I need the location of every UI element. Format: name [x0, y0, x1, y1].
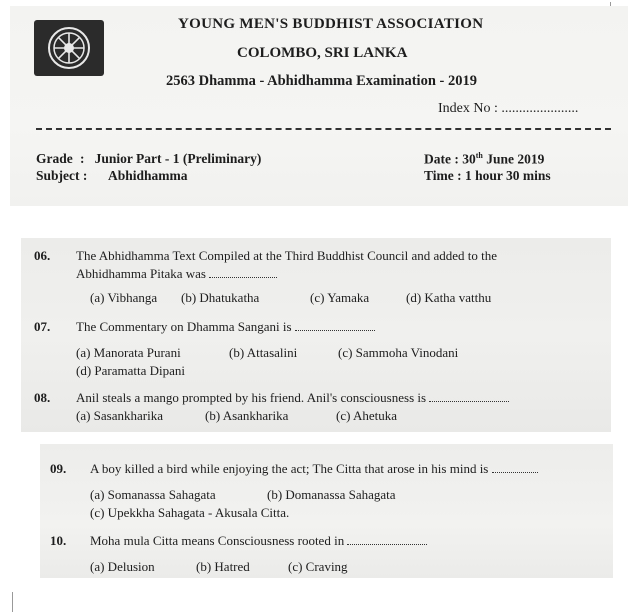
subject-label: Subject :	[36, 168, 88, 183]
question-10-number: 10.	[50, 533, 67, 548]
question-09-text-content: A boy killed a bird while enjoying the act; The Citta that arose in his mind is	[90, 461, 489, 476]
exam-date	[424, 151, 544, 168]
question-08-text-content: Anil steals a mango prompted by his friend. Anil's consciousness is	[76, 390, 427, 405]
q09-option-c: (c) Upekkha Sahagata - Akusala Citta.	[90, 505, 290, 520]
dharma-wheel-icon	[47, 26, 91, 70]
ymba-logo	[34, 20, 104, 76]
exam-date-suffix: June 2019	[482, 151, 545, 167]
exam-title: 2563 Dhamma - Abhidhamma Examination - 2019	[166, 73, 477, 89]
question-06-number: 06.	[34, 248, 51, 263]
question-07-text-content: The Commentary on Dhamma Sangani is	[76, 319, 292, 334]
q06-option-b: (b) Dhatukatha	[181, 290, 260, 305]
question-06-text-line2	[76, 266, 277, 282]
grade-label: Grade	[36, 151, 73, 166]
question-09-number: 09.	[50, 461, 67, 476]
q06-option-a: (a) Vibhanga	[90, 290, 158, 305]
answer-blank	[492, 462, 538, 473]
q06-option-c: (c) Yamaka	[310, 290, 370, 305]
exam-date-prefix: Date : 30	[424, 151, 476, 167]
question-08-text	[76, 390, 509, 406]
q07-option-c: (c) Sammoha Vinodani	[338, 345, 459, 360]
index-number-field: Index No : ......................	[438, 101, 579, 116]
question-10-text	[90, 533, 427, 549]
question-10-text-content: Moha mula Citta means Consciousness rooted in	[90, 533, 345, 548]
q09-option-a: (a) Somanassa Sahagata	[90, 487, 216, 502]
q07-option-d: (d) Paramatta Dipani	[76, 363, 186, 378]
exam-date-suffix-sup: th	[475, 151, 483, 160]
page-corner-mark-left	[12, 592, 13, 612]
q08-option-a: (a) Sasankharika	[76, 408, 163, 423]
organization-name: YOUNG MEN'S BUDDHIST ASSOCIATION	[178, 16, 484, 32]
exam-time: Time : 1 hour 30 mins	[424, 168, 551, 183]
q09-option-b: (b) Domanassa Sahagata	[267, 487, 396, 502]
q08-option-b: (b) Asankharika	[205, 408, 289, 423]
q10-option-a: (a) Delusion	[90, 559, 155, 574]
answer-blank	[295, 320, 375, 331]
question-07-text	[76, 319, 375, 335]
q07-option-a: (a) Manorata Purani	[76, 345, 181, 360]
question-06-text-line1: The Abhidhamma Text Compiled at the Third Buddhist Council and added to the	[76, 248, 498, 263]
answer-blank	[347, 534, 427, 545]
grade-value: : Junior Part - 1 (Preliminary)	[80, 151, 262, 166]
organization-city: COLOMBO, SRI LANKA	[237, 45, 408, 61]
subject-value: Abhidhamma	[108, 168, 188, 183]
q08-option-c: (c) Ahetuka	[336, 408, 398, 423]
question-08-number: 08.	[34, 390, 51, 405]
q07-option-b: (b) Attasalini	[229, 345, 298, 360]
q10-option-b: (b) Hatred	[196, 559, 250, 574]
q06-option-d: (d) Katha vatthu	[406, 290, 492, 305]
q10-option-c: (c) Craving	[288, 559, 348, 574]
answer-blank	[429, 391, 509, 402]
question-07-number: 07.	[34, 319, 51, 334]
question-09-text	[90, 461, 538, 477]
header-divider	[36, 128, 611, 130]
answer-blank	[209, 267, 277, 278]
question-06-text-line2-text: Abhidhamma Pitaka was	[76, 266, 206, 281]
